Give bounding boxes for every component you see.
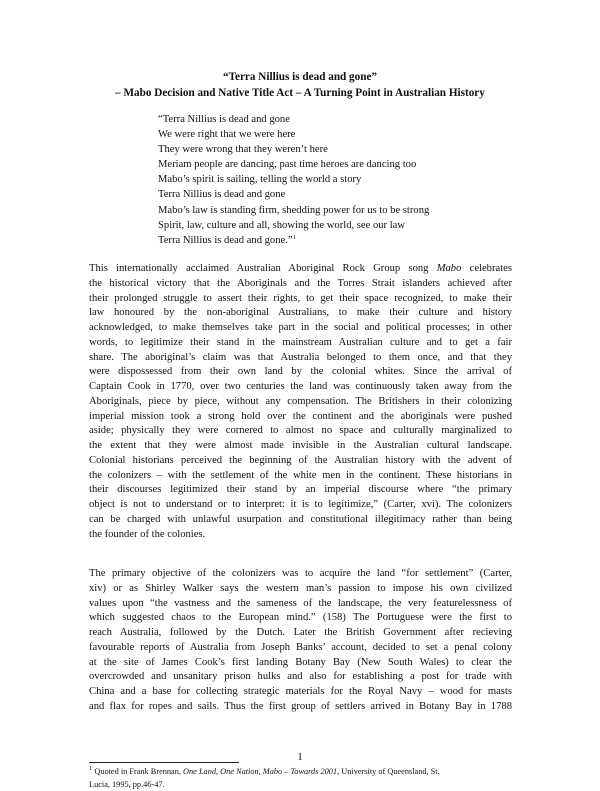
text-line: at the site of James Cook’s first landing Botany Bay (New South Wales) to clear the [89, 656, 512, 668]
footnote-marker: 1 [89, 765, 93, 772]
text-line: acknowledged, to make themselves take part in the social and political processes; in other [89, 322, 512, 333]
footnote-separator [89, 762, 239, 763]
text-line: The primary objective of the colonizers was to acquire the land “for settlement” (Carter, [89, 568, 512, 579]
poem-line: We were right that we were here [158, 129, 296, 141]
text-line: words, to legitimize their stand in the mainstream Australian culture and to get a fair [89, 336, 512, 348]
text-line: China and a base for collecting strategic materials for the Royal Navy – wood for masts [89, 686, 512, 697]
text-line: the founder of the colonies. [89, 528, 206, 540]
footnote-book-title: One Land, One Nation, Mabo – Towards 2001 [183, 767, 338, 776]
paragraph-2 [89, 567, 512, 715]
footnote-line-1 [89, 766, 512, 779]
text-line: and flax for ropes and sails. Thus the first group of settlers arrived in Botany Bay in 1788 [89, 700, 512, 712]
text-line: were dispossessed from their own land by the colonial whites. Since the arrival of [89, 366, 512, 378]
text-line: xiv) or as Shirley Walker says the western man’s passion to impose his own civilized [89, 582, 512, 594]
text-line: law honoured by the non-aboriginal Australians, to make their culture and history [89, 307, 512, 319]
text-line: the historical victory that the Aboriginals and the Torres Strait islanders achieved after [89, 277, 512, 289]
text-line: the extent that they were almost made invisible in the Australian cultural landscape. [89, 440, 512, 451]
page-number: 1 [297, 752, 303, 763]
text-line: aside; physically they were cornered to almost no space and culturally marginalized to [89, 425, 512, 437]
poem-block [158, 112, 429, 248]
text-line: overcrowded and unsanitary prison hulks and also for establishing a post for trade with [89, 671, 512, 683]
text-line: can be charged with unlawful usurpation and constitutional illegitimacy rather than being [89, 513, 512, 525]
text-line: values upon “the vastness and the sameness of the landscape, the very featurelessness of [89, 597, 512, 609]
text-line: This internationally acclaimed Australian Aboriginal Rock Group song Mabo celebrates [89, 263, 512, 274]
text-line: the colonizers – with the settlement of the white men in the continent. These historians in [89, 469, 512, 481]
text-line: favourable reports of Australia from Joseph Banks’ account, decided to set a penal colony [89, 641, 512, 653]
text-line: their prolonged struggle to assert their rights, to get their space recognized, to make their [89, 292, 512, 304]
text-line: reach Australia, followed by the Dutch. Later the British Government after recieving [89, 627, 512, 638]
poem-line: Meriam people are dancing, past time heroes are dancing too [158, 159, 417, 171]
footnote-reference: 1 [292, 233, 296, 241]
text-line: which suggested chaos to the European mind.” (158) The Portuguese were the first to [89, 612, 512, 624]
text-line: object is not to understand or to interpret: it is to legitimize,” (Carter, xvi). The colonizers [89, 499, 512, 510]
poem-line: Mabo’s law is standing firm, shedding power for us to be strong [158, 204, 430, 216]
title-line-1: “Terra Nillius is dead and gone” [222, 71, 378, 83]
text-line: Colonial historians perceived the beginning of the Australian history with the advent of [89, 454, 512, 466]
text-line: Aboriginals, piece by piece, without any compensation. The Britishers in their colonizing [89, 395, 512, 407]
poem-line: They were wrong that they weren’t here [158, 144, 328, 156]
text-line: share. The aboriginal’s claim was that Australia belonged to them once, and that they [89, 351, 512, 363]
paragraph-1 [89, 262, 512, 542]
text-line: their discourses legitimized their stand by an imperial discourse where “the primary [89, 484, 512, 496]
footnote-text-b: , University of Queensland, St. [337, 767, 440, 776]
poem-line: Spirit, law, culture and all, showing the world, see our law [158, 219, 406, 231]
poem-line: Mabo’s spirit is sailing, telling the world a story [158, 174, 362, 186]
poem-line: Terra Nillius is dead and gone [158, 189, 286, 201]
title-line-2: – Mabo Decision and Native Title Act – A Turning Point in Australian History [115, 87, 485, 99]
text-line: Captain Cook in 1770, over two centuries the land was continuously taken away from the [89, 381, 512, 392]
footnote-text-a: Quoted in Frank Brennan, [92, 767, 184, 776]
poem-line: Terra Nillius is dead and gone.”$^1$ [158, 233, 296, 246]
footnote [89, 766, 512, 791]
poem-line: “Terra Nillius is dead and gone [158, 114, 290, 125]
footnote-line-2: Lucia, 1995, pp.46-47. [89, 779, 165, 789]
text-line: imperial mission took a strong hold over the continent and the aboriginals were pushed [89, 410, 512, 422]
